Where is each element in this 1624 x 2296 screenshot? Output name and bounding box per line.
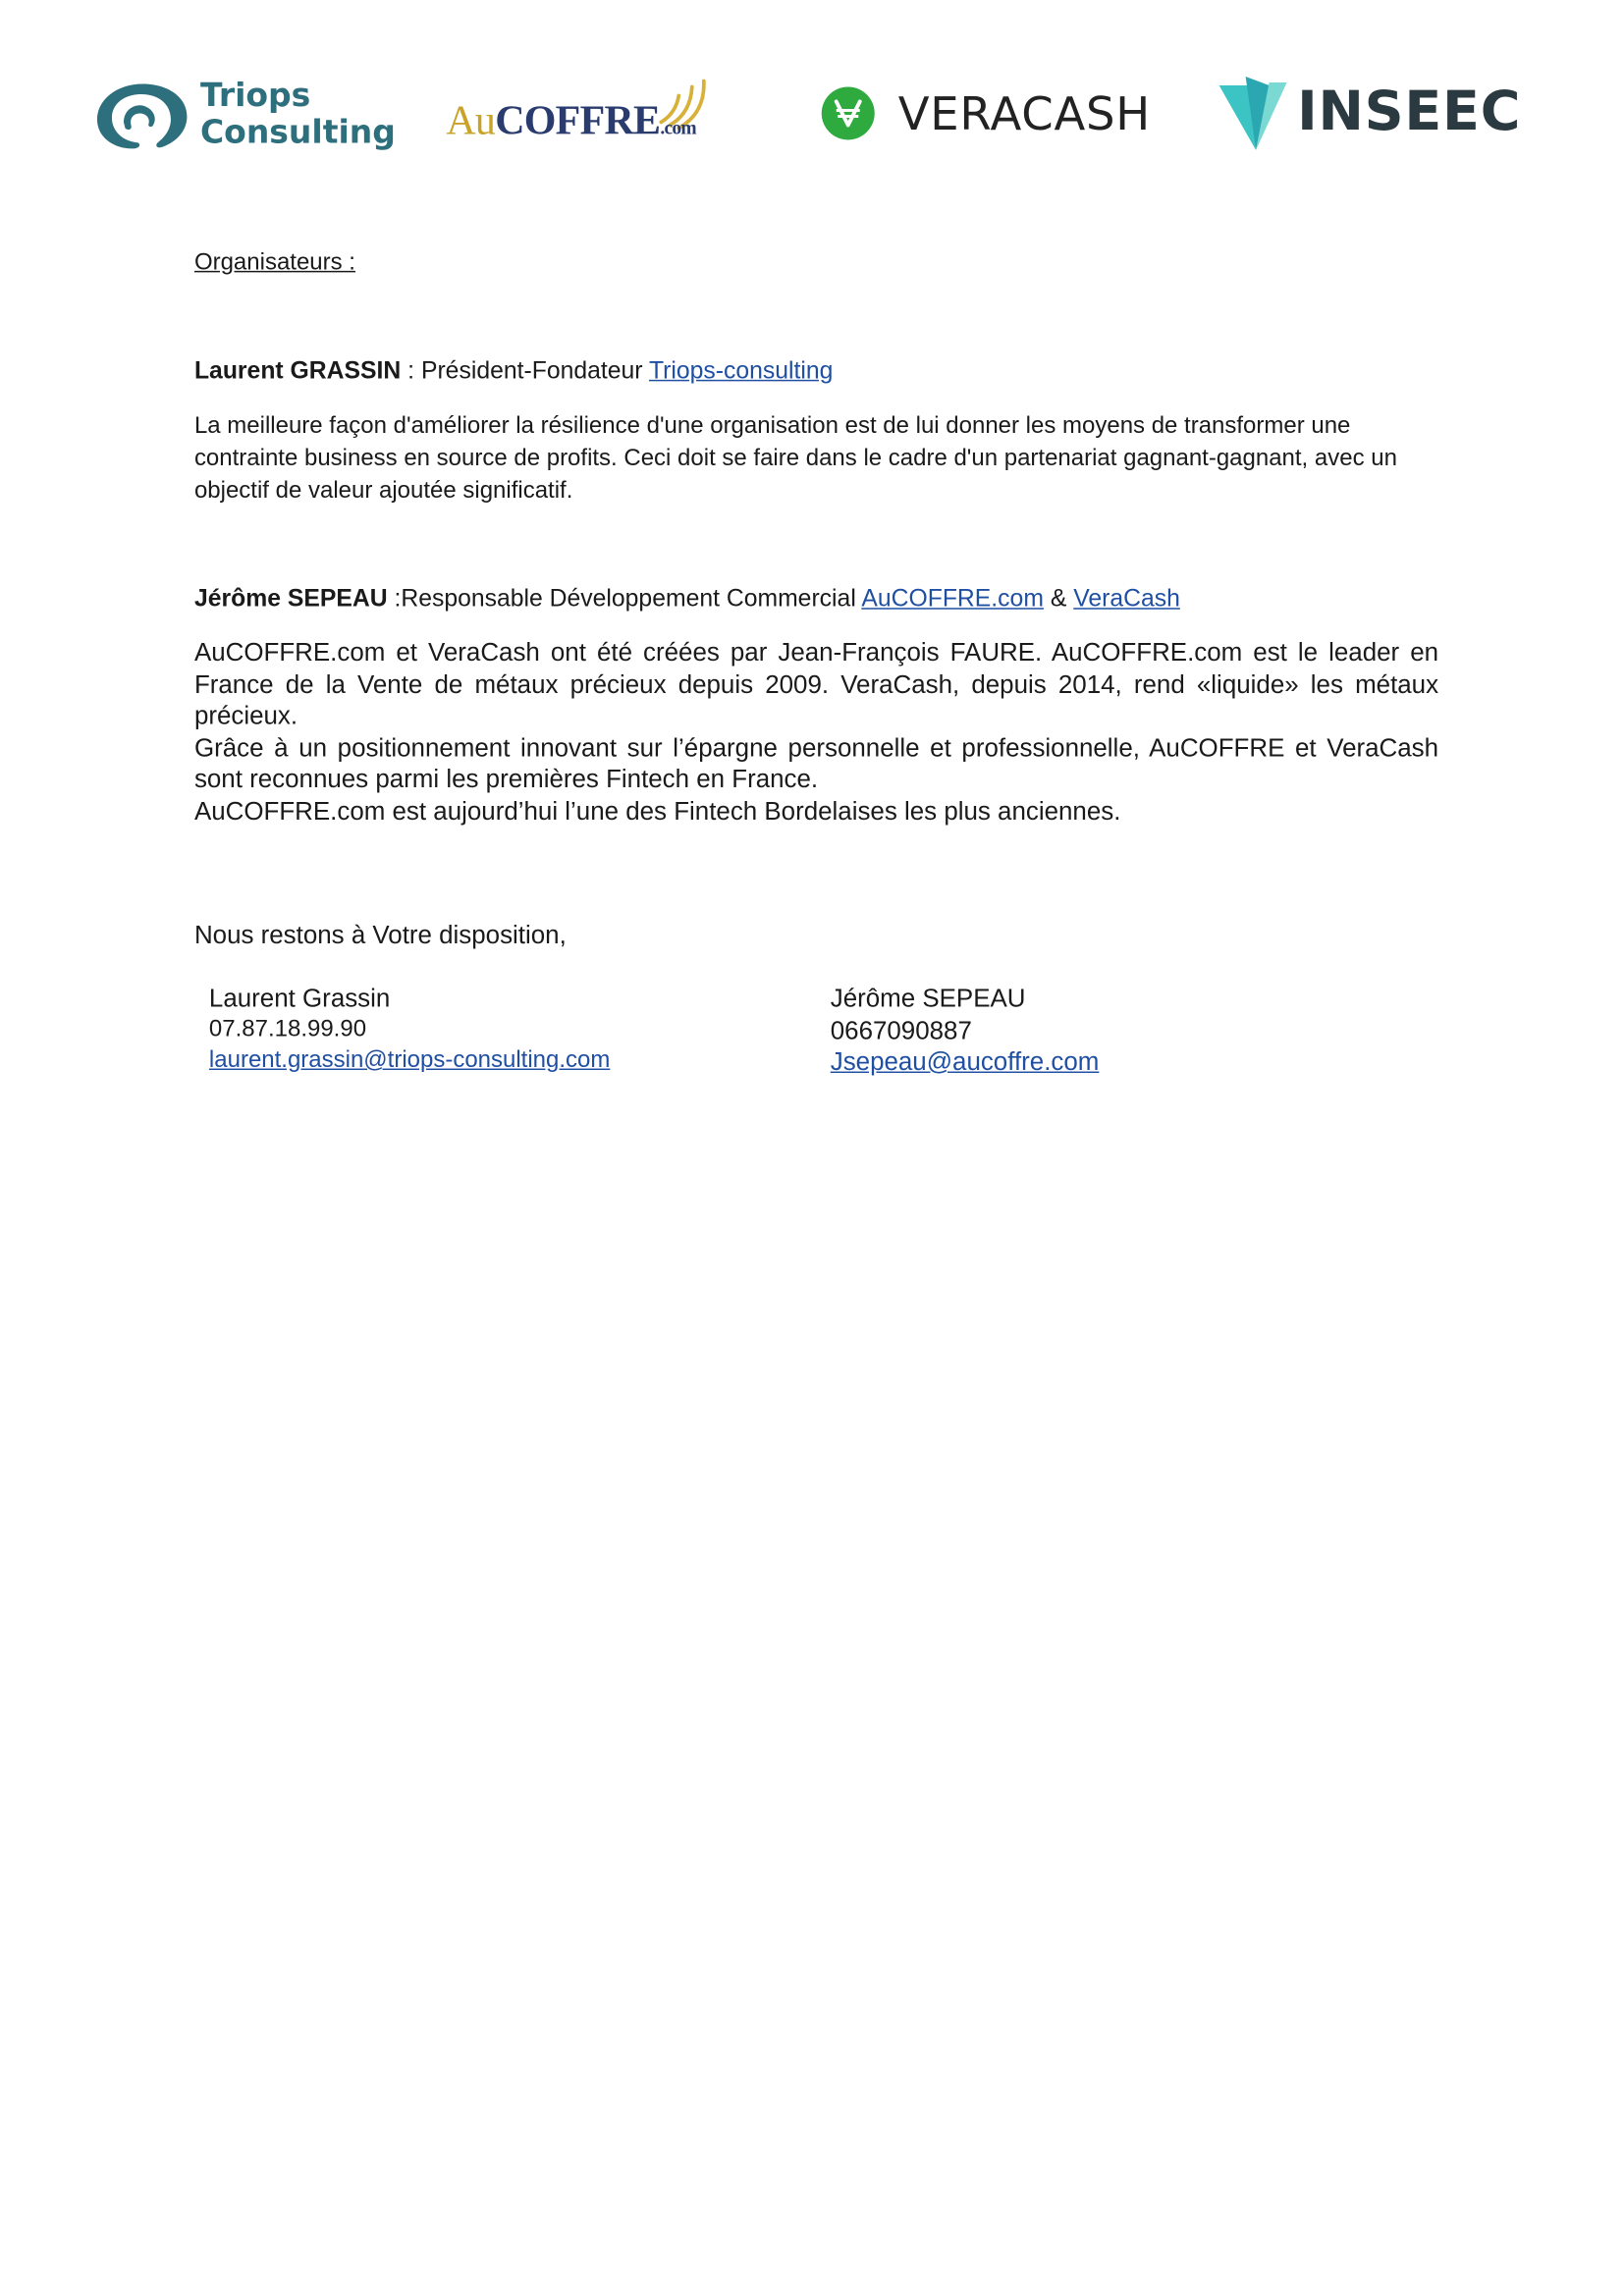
person2-paragraph-2: Grâce à un positionnement innovant sur l’épargne personnelle et professionnelle, AuCOFFRE et VeraCash sont reconnues parmi les premières Fintech en France.: [193, 731, 1439, 794]
person1-separator: :: [401, 357, 421, 385]
veracash-logo-text: VERACASH: [897, 87, 1152, 141]
triops-consulting-logo: [92, 78, 396, 154]
veracash-coin-icon: [820, 85, 876, 141]
triops-logo-line2: Consulting: [199, 114, 396, 152]
person2-name: Jérôme SEPEAU: [193, 585, 388, 613]
person2-paragraph-1: AuCOFFRE.com et VeraCash ont été créées par Jean-François FAURE. AuCOFFRE.com est le leader en France de la Vente de métaux précieux depuis 2009. VeraCash, depuis 2014, rend «liquide» les métaux précieux.: [193, 637, 1439, 730]
ampersand: &: [1043, 585, 1074, 613]
person2-paragraph-3: AuCOFFRE.com est aujourd’hui l’une des Fintech Bordelaises les plus anciennes.: [193, 795, 1121, 826]
person1-title-line: [194, 354, 834, 387]
person1-name: Laurent GRASSIN: [193, 357, 402, 385]
contact-jerome-phone: 0667090887: [830, 1014, 972, 1044]
triops-consulting-link[interactable]: Triops-consulting: [648, 357, 834, 385]
person2-description: [194, 637, 1438, 827]
contact-jerome-name: Jérôme SEPEAU: [830, 983, 1026, 1013]
aucoffre-link[interactable]: AuCOFFRE.com: [861, 585, 1044, 613]
inseec-leaf-icon: [1217, 74, 1293, 153]
contact-laurent-email-link[interactable]: laurent.grassin@triops-consulting.com: [208, 1047, 611, 1074]
veracash-link[interactable]: VeraCash: [1073, 585, 1180, 613]
inseec-logo-text: INSEEC: [1297, 79, 1522, 143]
contact-jerome-email-link[interactable]: Jsepeau@aucoffre.com: [830, 1046, 1100, 1077]
person2-title-line: [194, 583, 1180, 615]
contact-laurent-phone: 07.87.18.99.90: [208, 1017, 367, 1042]
closing-line: Nous restons à Votre disposition,: [193, 920, 567, 950]
contact-laurent-name: Laurent Grassin: [208, 983, 391, 1013]
contact-laurent: [209, 984, 610, 1076]
aucoffre-logo: [446, 78, 718, 148]
person2-role: Responsable Développement Commercial: [401, 585, 862, 613]
person1-description: La meilleure façon d'améliorer la résilience d'une organisation est de lui donner les moyens de transformer une contrainte business en source de profits. Ceci doit se faire dans le cadre d'un partenariat gagnant-gagnant, avec un objectif de valeur ajoutée significatif.: [193, 413, 1397, 504]
person2-separator: :: [387, 585, 402, 613]
inseec-logo: [1217, 74, 1522, 154]
aucoffre-logo-com: .com: [660, 116, 696, 138]
aucoffre-logo-coffre: COFFRE: [495, 98, 661, 144]
aucoffre-logo-au: Au: [446, 98, 496, 144]
triops-logo-line1: Triops: [199, 78, 311, 115]
triops-swirl-icon: [92, 78, 189, 151]
person1-role: Président-Fondateur: [420, 357, 649, 385]
veracash-logo: [820, 82, 1151, 147]
contact-jerome: [831, 984, 1100, 1079]
organisers-heading: Organisateurs :: [193, 249, 355, 276]
